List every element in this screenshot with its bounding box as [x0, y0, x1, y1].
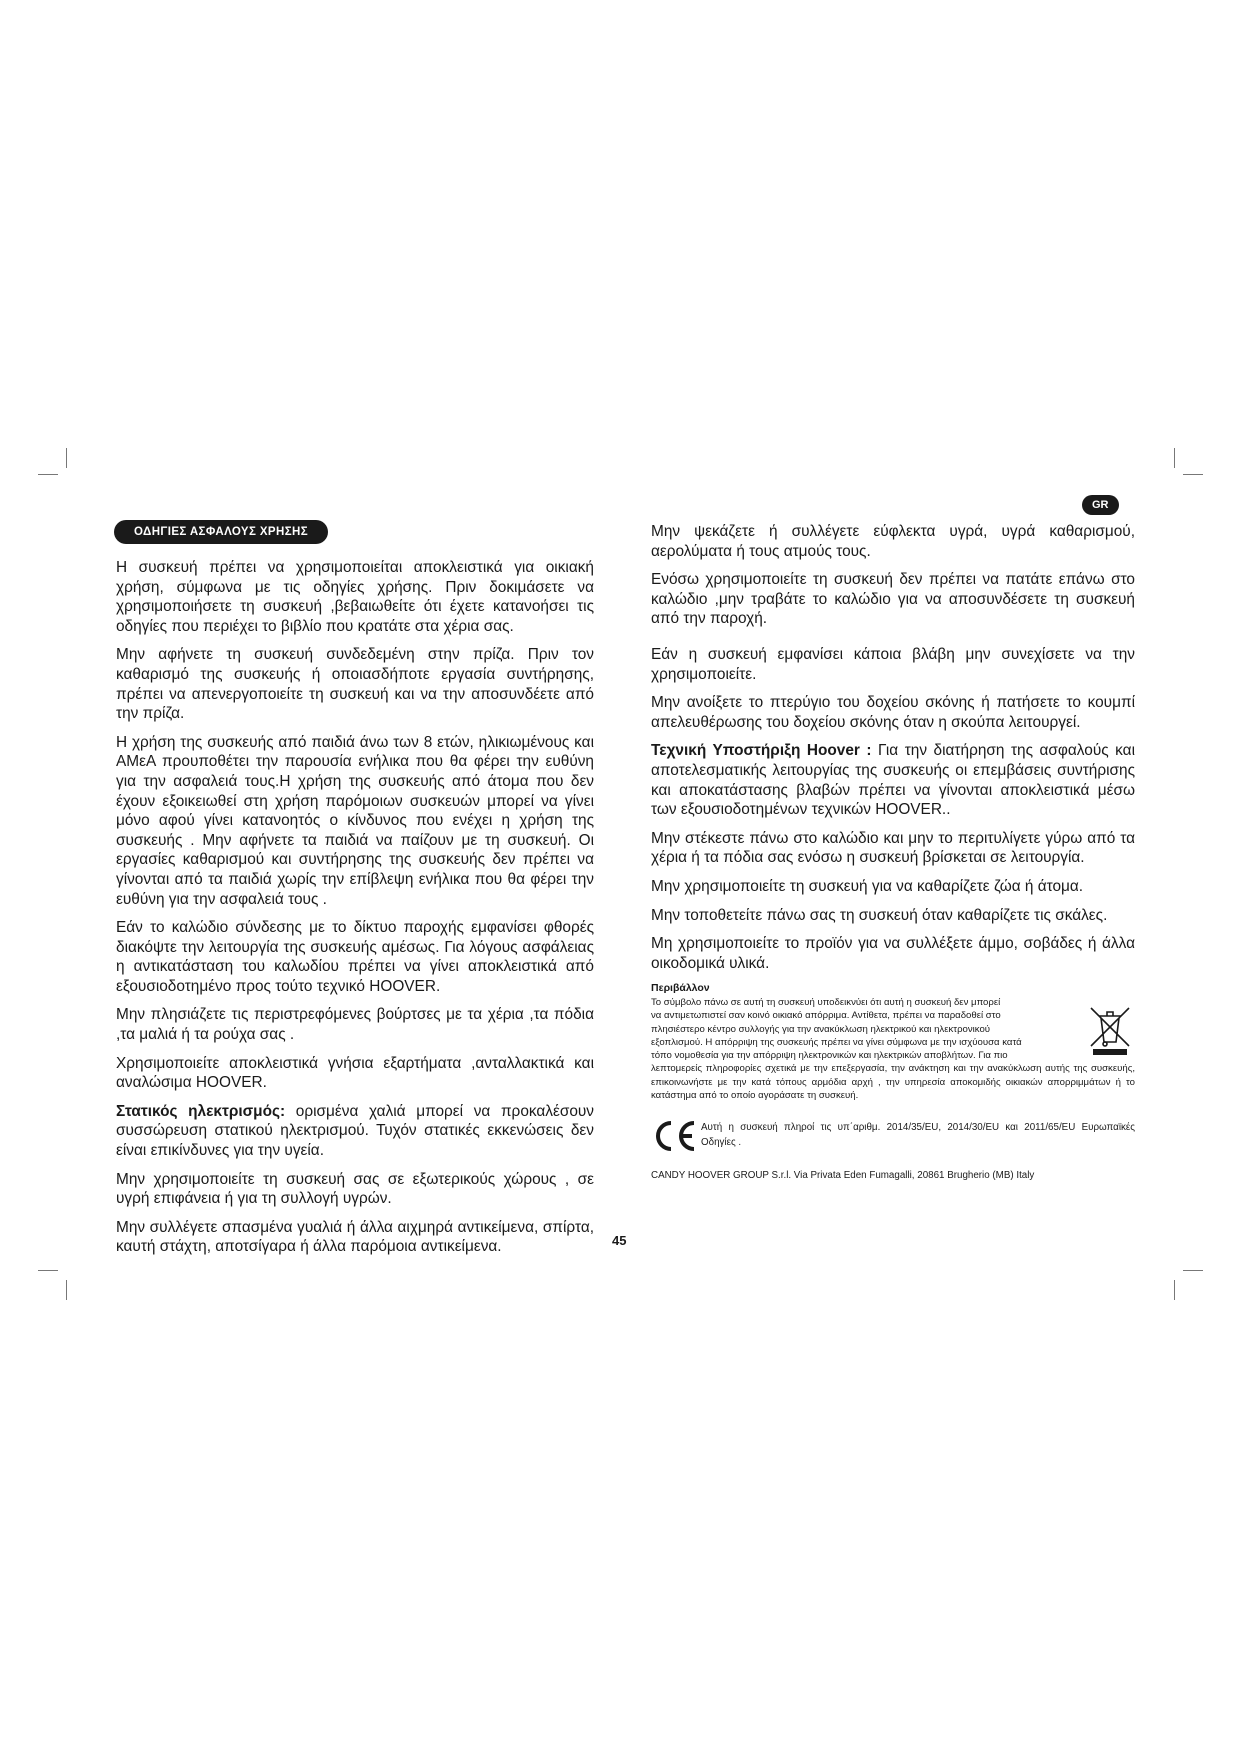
- paragraph: Μην πλησιάζετε τις περιστρεφόμενες βούρτσες με τα χέρια ,τα πόδια ,τα μαλιά ή τα ρούχα σας .: [116, 1006, 594, 1044]
- paragraph: Εάν η συσκευή εμφανίσει κάποια βλάβη μην συνεχίσετε να την χρησιμοποιείτε.: [651, 645, 1135, 683]
- static-electricity-paragraph: [116, 1102, 594, 1161]
- paragraph: Μην συλλέγετε σπασμένα γυαλιά ή άλλα αιχμηρά αντικείμενα, σπίρτα, καυτή στάχτη, αποτσίγαρα ή άλλα παρόμοια αντικείμενα.: [116, 1218, 594, 1256]
- static-electricity-text: ορισμένα χαλιά μπορεί να προκαλέσουν συσσώρευση στατικού ηλεκτρισμού. Τυχόν στατικές εκκενώσεις δεν είναι επικίνδυνες για την υγεία.: [116, 1102, 595, 1160]
- environment-text: [651, 996, 1135, 1102]
- paragraph: Μη χρησιμοποιείτε το προϊόν για να συλλέξετε άμμο, σοβάδες ή άλλα οικοδομικά υλικά.: [651, 935, 1135, 972]
- crop-mark: [1183, 474, 1203, 475]
- crop-mark: [66, 448, 67, 468]
- technical-support-lead: Τεχνική Υποστήριξη Hoover :: [651, 742, 872, 760]
- ce-compliance-text: Αυτή η συσκευή πληροί τις υπ΄αριθμ. 2014/35/EU, 2014/30/EU και 2011/65/EU Ευρωπαϊκές Οδηγίες .: [701, 1121, 1135, 1148]
- environment-title: Περιβάλλον: [651, 982, 710, 995]
- section-heading: ΟΔΗΓΙΕΣ ΑΣΦΑΛΟΥΣ ΧΡΗΣΗΣ: [114, 520, 328, 544]
- technical-support-text: Για την διατήρηση της ασφαλούς και αποτελεσματικής λειτουργίας της συσκευής οι επεμβάσεις συντήρισης και αποκατάστασης βλαβών πρέπει να γίνονται αποκλειστικά μέσω των εξουσιοδοτημένων τεχνικών HOOVER..: [651, 742, 1135, 819]
- ce-mark-icon: [651, 1120, 697, 1152]
- environment-line: Το σύμβολο πάνω σε αυτή τη συσκευή υποδεικνύει ότι αυτή η συσκευή δεν μπορεί: [651, 997, 1001, 1009]
- paragraph: Μην ψεκάζετε ή συλλέγετε εύφλεκτα υγρά, υγρά καθαρισμού, αερολύματα ή τους ατμούς τους.: [651, 523, 1135, 560]
- crop-mark: [1183, 1270, 1203, 1271]
- paragraph: Η συσκευή πρέπει να χρησιμοποιείται αποκλειστικά για οικιακή χρήση, σύμφωνα με τις οδηγίες χρήσης. Πριν δοκιμάσετε να χρησιμοποιήσετε τη συσκευή ,βεβαιωθείτε ότι έχετε κατανοήσει τις οδηγίες που περιέχει το βιβλίο που κρατάτε στα χέρια σας.: [116, 559, 594, 635]
- crop-mark: [38, 474, 58, 475]
- right-column: [651, 522, 1135, 1181]
- paragraph: Μην στέκεστε πάνω στο καλώδιο και μην το περιτυλίγετε γύρω από τα χέρια ή τα πόδια σας ενόσω η συσκευή βρίσκεται σε λειτουργία.: [651, 829, 1135, 867]
- environment-line: εξοπλισμού. Η απόρριψη της συσκευής πρέπει να γίνει σύμφωνα με την ισχύουσα κατά: [651, 1036, 1022, 1048]
- crossed-bin-icon: [1087, 1004, 1133, 1056]
- crop-mark: [1174, 448, 1175, 468]
- manufacturer-address: CANDY HOOVER GROUP S.r.l. Via Privata Eden Fumagalli, 20861 Brugherio (MB) Italy: [651, 1169, 1035, 1181]
- crop-mark: [1174, 1280, 1175, 1300]
- ce-compliance: [651, 1120, 1135, 1152]
- paragraph: Μην ανοίξετε το πτερύγιο του δοχείου σκόνης ή πατήσετε το κουμπί απελευθέρωσης του δοχείου σκόνης όταν η σκούπα λειτουργεί.: [651, 694, 1135, 731]
- language-badge: GR: [1082, 495, 1119, 515]
- paragraph: Μην χρησιμοποιείτε τη συσκευή σας σε εξωτερικούς χώρους , σε υγρή επιφάνεια ή για τη συλλογή υγρών.: [116, 1170, 594, 1208]
- paragraph: Μην αφήνετε τη συσκευή συνδεδεμένη στην πρίζα. Πριν τον καθαρισμό της συσκευής ή οποιασδήποτε εργασία συντήρησης, πρέπει να απενεργοποιείτε τη συσκευή και να την αποσυνδέετε από την πρίζα.: [116, 646, 594, 723]
- paragraph: Ενόσω χρησιμοποιείτε τη συσκευή δεν πρέπει να πατάτε επάνω στο καλώδιο ,μην τραβάτε το καλώδιο για να αποσυνδέσετε τη συσκευή από την παροχή.: [651, 571, 1135, 628]
- left-column: [116, 520, 594, 1266]
- environment-section: [651, 982, 1135, 1102]
- paragraph: Μην χρησιμοποιείτε τη συσκευή για να καθαρίζετε ζώα ή άτομα.: [651, 877, 1084, 895]
- environment-line: να αντιμετωπιστεί σαν κοινό οικιακό απόρριμα. Αντίθετα, πρέπει να παραδοθεί στο: [651, 1010, 1001, 1022]
- crop-mark: [38, 1270, 58, 1271]
- environment-rest: λεπτομερείς πληροφορίες σχετικά με την επεξεργασία, την ανάκτηση και την ανακύκλωση αυτής της συσκευής, επικοινωνήστε με την κατά τόπους αρμόδια αρχή , την υπηρεσία αποκομιδής οικιακών απορριμμάτων ή το κατάστημα από το οποίο αγοράσατε τη συσκευή.: [651, 1063, 1135, 1101]
- paragraph: Εάν το καλώδιο σύνδεσης με το δίκτυο παροχής εμφανίσει φθορές διακόψτε την λειτουργία της συσκευής αμέσως. Για λόγους ασφάλειας η αντικατάσταση του καλωδίου πρέπει να γίνει αποκλειστικά από εξουσιοδοτημένο προς τούτο τεχνικό HOOVER.: [116, 919, 594, 995]
- paragraph: Μην τοποθετείτε πάνω σας τη συσκευή όταν καθαρίζετε τις σκάλες.: [651, 906, 1108, 924]
- paragraph: Χρησιμοποιείτε αποκλειστικά γνήσια εξαρτήματα ,ανταλλακτικά και αναλώσιμα HOOVER.: [116, 1054, 594, 1092]
- paragraph: Η χρήση της συσκευής από παιδιά άνω των 8 ετών, ηλικιωμένους και ΑΜεΑ προυποθέτει την παρουσία ενήλικα που θα φέρει την ευθύνη για την ασφαλειά τους.Η χρήση της συσκευής από άτομα που δεν έχουν εξοικειωθεί στη χρήση παρόμοιων συσκευών μπορεί να γίνει μόνο αφού γίνει κατανοητός ο κίνδυνος που ενέχει η χρήση της συσκευής . Μην αφήνετε τα παιδιά να παίζουν με τη συσκευή. Οι εργασίες καθαρισμού και συντήρησης της συσκευής δεν πρέπει να γίνονται από τα παιδιά χωρίς την επίβλεψη ενήλικα που θα φέρει την ευθύνη για την ασφαλειά τους .: [116, 733, 594, 908]
- crop-mark: [66, 1280, 67, 1300]
- page-number: 45: [612, 1233, 627, 1248]
- environment-line: τόπο νομοθεσία για την απόρριψη ηλεκτρονικών και ηλεκτρικών αποβλήτων. Για πιο: [651, 1050, 1008, 1062]
- technical-support-paragraph: [651, 741, 1135, 819]
- static-electricity-lead: Στατικός ηλεκτρισμός:: [116, 1102, 286, 1120]
- environment-line: πλησιέστερο κέντρο συλλογής για την ανακύκλωση ηλεκτρικού και ηλεκτρονικού: [651, 1023, 991, 1035]
